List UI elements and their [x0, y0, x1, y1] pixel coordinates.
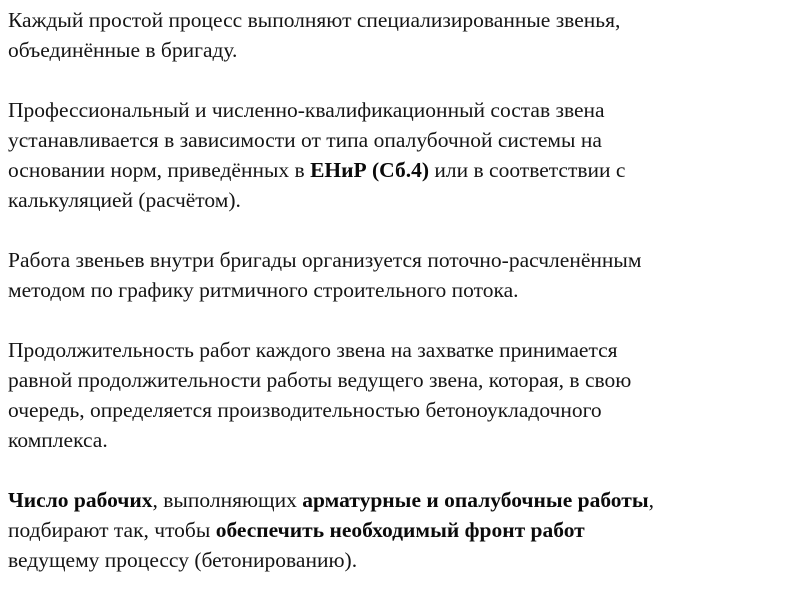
bold-text-run: арматурные и опалубочные работы — [302, 488, 649, 512]
text-run: Продолжительность работ каждого звена на захватке принимается — [8, 338, 618, 362]
text-run: калькуляцией (расчётом). — [8, 188, 241, 212]
paragraph-link-composition — [8, 95, 778, 215]
text-run: методом по графику ритмичного строительного потока. — [8, 278, 519, 302]
text-run: Каждый простой процесс выполняют специализированные звенья, — [8, 8, 621, 32]
text-line — [8, 545, 778, 575]
text-run: ведущему процессу (бетонированию). — [8, 548, 358, 572]
text-run: комплекса. — [8, 428, 108, 452]
bold-text-run: Число рабочих — [8, 488, 153, 512]
text-line — [8, 365, 778, 395]
text-line — [8, 185, 778, 215]
text-run: Работа звеньев внутри бригады организуется поточно-расчленённым — [8, 248, 642, 272]
text-run: , — [648, 488, 654, 512]
text-run: или в соответствии с — [429, 158, 626, 182]
paragraph-brigade-links — [8, 5, 778, 65]
paragraph-work-duration — [8, 335, 778, 455]
text-line — [8, 335, 778, 365]
bold-text-run: ЕНиР (Сб.4) — [310, 158, 430, 182]
text-run: равной продолжительности работы ведущего звена, которая, в свою — [8, 368, 632, 392]
text-line — [8, 155, 778, 185]
text-line — [8, 245, 778, 275]
text-run: подбирают так, чтобы — [8, 518, 216, 542]
text-line — [8, 425, 778, 455]
text-run: , выполняющих — [152, 488, 303, 512]
text-body — [8, 5, 778, 575]
text-run: основании норм, приведённых в — [8, 158, 311, 182]
text-line — [8, 5, 778, 35]
paragraph-flow-method — [8, 245, 778, 305]
text-line — [8, 125, 778, 155]
text-line — [8, 515, 778, 545]
text-line — [8, 95, 778, 125]
bold-text-run: обеспечить необходимый фронт работ — [215, 518, 585, 542]
text-line — [8, 35, 778, 65]
paragraph-worker-count — [8, 485, 778, 575]
text-run: объединённые в бригаду. — [8, 38, 238, 62]
text-line — [8, 485, 778, 515]
text-run: устанавливается в зависимости от типа опалубочной системы на — [8, 128, 602, 152]
text-run: очередь, определяется производительностью бетоноукладочного — [8, 398, 602, 422]
text-line — [8, 275, 778, 305]
text-line — [8, 395, 778, 425]
text-run: Профессиональный и численно-квалификационный состав звена — [8, 98, 605, 122]
